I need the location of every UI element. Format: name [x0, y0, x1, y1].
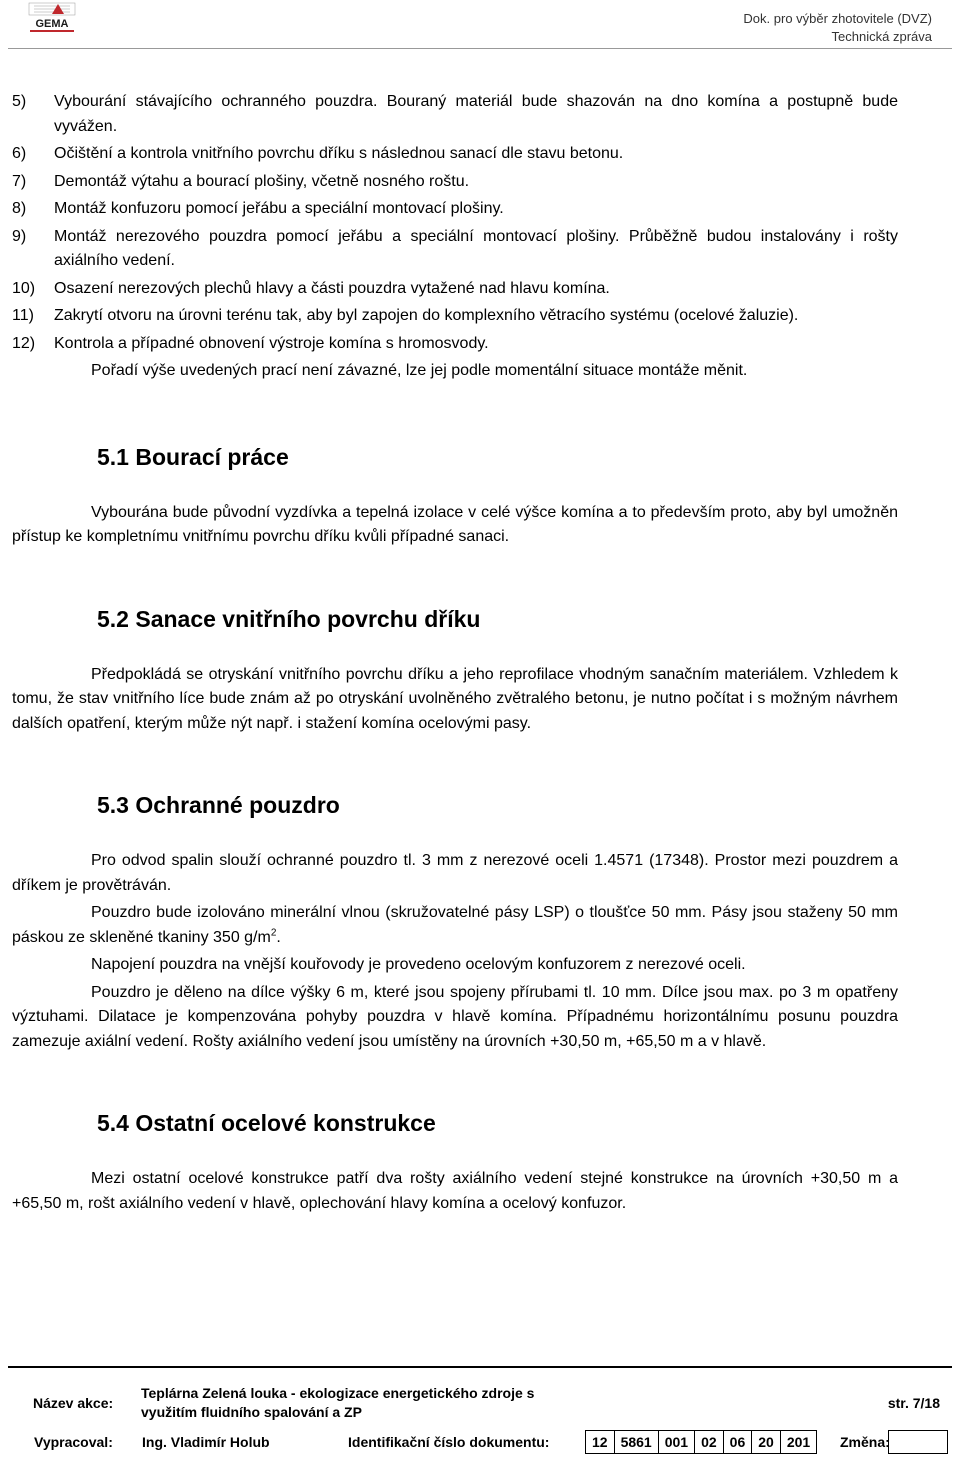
footer-author-row — [8, 1430, 952, 1457]
paragraph: Pouzdro bude izolováno minerální vlnou (skružovatelné pásy LSP) o tloušťce 50 mm. Pásy jsou staženy 50 mm páskou ze skleněné tkaniny 350 $g/m^2$. — [12, 904, 898, 946]
doc-id-part: 001 — [659, 1431, 695, 1453]
list-item — [12, 332, 898, 357]
paragraph: Mezi ostatní ocelové konstrukce patří dva rošty axiálního vedení stejné konstrukce na úrovních +30,50 m a +65,50 m, rošt axiálního vedení v hlavě, oplechování hlavy komína a ocelový konfuzor. — [12, 1170, 898, 1212]
page-header — [0, 0, 960, 50]
list-item — [12, 277, 898, 302]
doc-id-part: 06 — [724, 1431, 753, 1453]
list-item-number: 9) — [12, 227, 27, 245]
doc-id-part: 12 — [586, 1431, 615, 1453]
header-doc-type: Dok. pro výběr zhotovitele (DVZ) — [743, 11, 932, 26]
list-item-text: Montáž konfuzoru pomocí jeřábu a speciální montovací plošiny. — [54, 200, 504, 217]
gema-logo — [28, 2, 76, 34]
list-note: Pořadí výše uvedených prací není závazné, lze jej podle momentální situace montáže měnit. — [91, 362, 748, 379]
list-item-text: Demontáž výtahu a bourací plošiny, včetně nosného roštu. — [54, 172, 470, 190]
list-item-text: Očištění a kontrola vnitřního povrchu dříku s následnou sanací dle stavu betonu. — [54, 145, 624, 162]
list-item-text: Montáž nerezového pouzdra pomocí jeřábu a speciální montovací plošiny. Průběžně budou instalovány i rošty axiálního vedení. — [54, 227, 898, 269]
author-label: Vypracoval: — [34, 1434, 113, 1450]
list-item-number: 8) — [12, 200, 27, 217]
paragraph: Vybourána bude původní vyzdívka a tepelná izolace v celé výšce komína a to především proto, aby byl umožněn přístup ke kompletnímu vnitřnímu povrchu dříku kvůli případné sanaci. — [12, 503, 898, 545]
list-item-number: 11) — [12, 307, 34, 324]
list-item — [12, 90, 898, 139]
author-name: Ing. Vladimír Holub — [142, 1434, 270, 1450]
svg-text:GEMA: GEMA — [35, 18, 69, 30]
list-item — [12, 170, 898, 195]
list-item-text: Zakrytí otvoru na úrovni terénu tak, aby byl zapojen do komplexního větracího systému (ocelové žaluzie). — [54, 307, 799, 324]
header-doc-info — [743, 10, 932, 46]
paragraph: Předpokládá se otryskání vnitřního povrchu dříku a jeho reprofilace vhodným sanačním materiálem. Vzhledem k tomu, že stav vnitřního líce bude znám až po otryskání uvolněného zvětralého betonu, je nutno počítat i s možným návrhem dalších opatření, kterým může nýt např. i stažení komína ocelovými pasy. — [12, 665, 898, 732]
list-item — [12, 225, 898, 274]
doc-id-part: 20 — [752, 1431, 781, 1453]
change-label: Změna: — [840, 1434, 890, 1450]
doc-id-label: Identifikační číslo dokumentu: — [348, 1434, 550, 1450]
list-item-text: Osazení nerezových plechů hlavy a části pouzdra vytažené nad hlavu komína. — [54, 279, 610, 297]
list-item-number: 12) — [12, 334, 36, 352]
document-body — [12, 90, 898, 1219]
list-item-number: 6) — [12, 145, 27, 162]
section-5-2 — [12, 605, 898, 737]
list-item-number: 7) — [12, 172, 27, 190]
doc-id-part: 5861 — [615, 1431, 659, 1453]
paragraph: Napojení pouzdra na vnější kouřovody je provedeno ocelovým konfuzorem z nerezové oceli. — [91, 956, 746, 973]
header-report-type: Technická zpráva — [831, 29, 932, 44]
section-heading: 5.3 Ochranné pouzdro — [97, 792, 340, 818]
header-divider — [8, 48, 952, 49]
superscript: 2 — [270, 927, 277, 939]
list-item-number: 5) — [12, 93, 27, 110]
list-item — [12, 304, 898, 329]
doc-id-box — [585, 1430, 817, 1454]
list-item-number: 10) — [12, 279, 36, 297]
page-footer — [8, 1366, 952, 1450]
work-steps-list — [12, 90, 898, 384]
page-number: str. 7/18 — [887, 1395, 940, 1411]
doc-id-part: 02 — [695, 1431, 724, 1453]
section-5-4 — [12, 1109, 898, 1216]
list-item — [12, 197, 898, 222]
paragraph: Pouzdro je děleno na dílce výšky 6 m, které jsou spojeny přírubami tl. 10 mm. Dílce jsou max. po 3 m opatřeny výztuhami. Dilatace je kompenzována pohyby pouzdra v hlavě komína. Případnému horizontálnímu posunu pouzdra zamezuje axiální vedení. Rošty axiálního vedení jsou umístěny na úrovních +30,50 m, +65,50 m a v hlavě. — [12, 983, 898, 1050]
project-name-label: Název akce: — [33, 1395, 114, 1411]
paragraph: Pro odvod spalin slouží ochranné pouzdro tl. 3 mm z nerezové oceli 1.4571 (17348). Prostor mezi pouzdrem a dříkem je provětráván. — [12, 852, 898, 894]
list-item-text: Vybourání stávajícího ochranného pouzdra. Bouraný materiál bude shazován na dno komína a postupně bude vyvážen. — [54, 93, 898, 135]
change-box — [888, 1430, 948, 1454]
footer-project-row — [8, 1368, 952, 1420]
section-heading: 5.4 Ostatní ocelové konstrukce — [97, 1110, 436, 1136]
doc-id-part: 201 — [786, 1434, 811, 1450]
list-item — [12, 142, 898, 167]
project-name: Teplárna Zelená louka - ekologizace energetického zdroje s využitím fluidního spalování a ZP — [141, 1385, 535, 1420]
section-5-3 — [12, 791, 898, 1054]
section-5-1 — [12, 443, 898, 550]
section-heading: 5.2 Sanace vnitřního povrchu dříku — [97, 605, 481, 632]
list-item-text: Kontrola a případné obnovení výstroje komína s hromosvody. — [54, 334, 489, 352]
section-heading: 5.1 Bourací práce — [97, 443, 289, 470]
